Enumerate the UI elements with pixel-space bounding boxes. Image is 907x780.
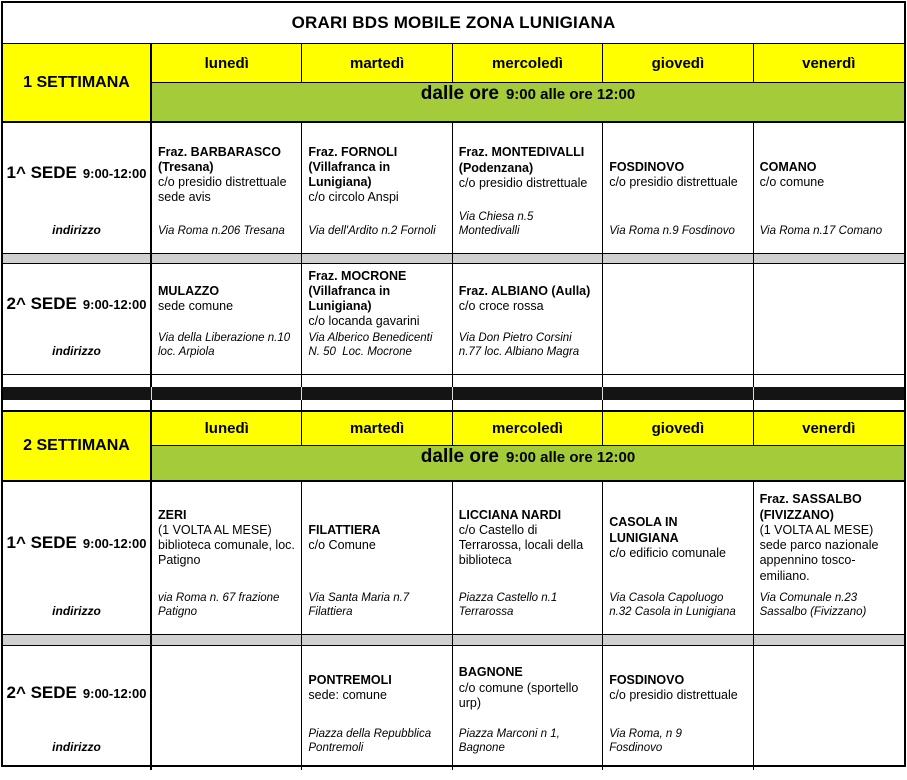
- venue-address: Via Chiesa n.5 Montedivalli: [458, 211, 537, 238]
- venue-address: Piazza della Repubblica Pontremoli: [308, 728, 435, 755]
- day-header-thursday: giovedì: [603, 412, 753, 446]
- venue-name: Fraz. FORNOLI (Villafranca in Lunigiana): [308, 144, 398, 190]
- venue-name: MULAZZO: [158, 283, 220, 298]
- schedule-cell: [453, 123, 603, 253]
- time-banner-hours: 9:00 alle ore 12:00: [505, 86, 636, 103]
- venue-address: Via Comunale n.23 Sassalbo (Fivizzano): [759, 592, 867, 619]
- indirizzo-label: indirizzo: [52, 223, 101, 237]
- day-header-tuesday: martedì: [302, 44, 452, 83]
- venue-address: Via Roma n.17 Comano: [759, 225, 883, 238]
- time-banner: [152, 83, 904, 121]
- schedule-cell: [754, 482, 904, 634]
- venue-address: [760, 360, 898, 372]
- venue-name: CASOLA IN LUNIGIANA: [609, 515, 679, 545]
- time-banner-prefix: dalle ore: [420, 83, 499, 104]
- venue-address: [760, 756, 898, 768]
- sede-cell: [3, 264, 152, 374]
- day-header-friday: venerdì: [754, 44, 904, 83]
- week1-label: 1 SETTIMANA: [3, 44, 152, 121]
- schedule-cell: [152, 264, 302, 374]
- schedule-cell: [302, 646, 452, 770]
- venue-address: Piazza Castello n.1 Terrarossa: [458, 592, 561, 619]
- venue-address: Via Roma n.206 Tresana: [158, 225, 285, 238]
- venue-detail: sede comune: [158, 299, 234, 314]
- week1-row2: [3, 264, 904, 374]
- venue-address: Via Don Pietro Corsini n.77 loc. Albiano Magra: [458, 332, 580, 359]
- day-header-wednesday: mercoledì: [453, 44, 603, 83]
- venue-name: FOSDINOVO: [609, 159, 685, 174]
- page-title: ORARI BDS MOBILE ZONA LUNIGIANA: [291, 13, 616, 32]
- separator-row: [3, 400, 904, 410]
- venue-detail: c/o Castello di Terrarossa, locali della biblioteca: [458, 522, 584, 568]
- week2-row2: [3, 646, 904, 770]
- venue-address: Via Casola Capoluogo n.32 Casola in Lunigiana: [609, 592, 736, 619]
- sede-time: 9:00-12:00: [82, 535, 147, 551]
- venue-address: via Roma n. 67 frazione Patigno: [158, 592, 283, 619]
- separator-row: [3, 253, 904, 264]
- venue-detail: c/o comune: [759, 175, 825, 190]
- sede-time: 9:00-12:00: [82, 165, 147, 181]
- day-header-monday: lunedì: [152, 44, 302, 83]
- sede-cell: [3, 482, 152, 634]
- sede-label: 1^ SEDE: [6, 163, 77, 182]
- venue-detail: c/o presidio distrettuale: [609, 175, 738, 190]
- schedule-cell: [453, 264, 603, 374]
- sede-label: 1^ SEDE: [6, 533, 77, 552]
- venue-name: Fraz. MOCRONE (Villafranca in Lunigiana): [308, 268, 407, 314]
- venue-detail: (1 VOLTA AL MESE) biblioteca comunale, loc. Patigno: [158, 522, 295, 568]
- venue-address: Via della Liberazione n.10 loc. Arpiola: [158, 332, 294, 359]
- day-header-monday: lunedì: [152, 412, 302, 446]
- venue-address: Piazza Marconi n 1, Bagnone: [458, 728, 563, 755]
- venue-name: Fraz. MONTEDIVALLI (Podenzana): [458, 145, 585, 175]
- schedule-cell: [302, 482, 452, 634]
- venue-name: Fraz. SASSALBO (FIVIZZANO): [759, 492, 862, 522]
- venue-name: PONTREMOLI: [308, 672, 392, 687]
- day-header-friday: venerdì: [754, 412, 904, 446]
- schedule-cell: [603, 264, 753, 374]
- sede-time: 9:00-12:00: [82, 685, 147, 701]
- indirizzo-label: indirizzo: [52, 604, 101, 618]
- venue-address: [609, 360, 746, 372]
- indirizzo-label: indirizzo: [52, 344, 101, 358]
- venue-name: FILATTIERA: [308, 522, 381, 537]
- separator-row: [3, 374, 904, 387]
- venue-address: Via Roma, n 9 Fosdinovo: [609, 728, 695, 755]
- venue-detail: c/o presidio distrettuale: [458, 175, 588, 190]
- venue-address: Via Alberico Benedicenti N. 50 Loc. Mocrone: [308, 332, 436, 359]
- schedule-cell: [453, 482, 603, 634]
- sede-cell: [3, 646, 152, 770]
- venue-detail: c/o edificio comunale: [609, 545, 726, 560]
- venue-detail: c/o circolo Anspi: [308, 190, 399, 205]
- day-header-thursday: giovedì: [603, 44, 753, 83]
- schedule-cell: [152, 646, 302, 770]
- venue-detail: sede: comune: [308, 688, 387, 703]
- schedule-cell: [754, 646, 904, 770]
- sede-label: 2^ SEDE: [6, 294, 77, 313]
- venue-name: ZERI: [158, 507, 187, 522]
- venue-name: Fraz. ALBIANO (Aulla): [458, 283, 591, 298]
- venue-detail: c/o presidio distrettuale sede avis: [158, 175, 287, 205]
- separator-row-black: [3, 387, 904, 400]
- venue-detail: (1 VOLTA AL MESE) sede parco nazionale appennino tosco-emiliano.: [759, 522, 879, 583]
- venue-name: COMANO: [759, 159, 817, 174]
- venue-detail: c/o Comune: [308, 538, 376, 553]
- week2-header: [3, 410, 904, 482]
- schedule-cell: [754, 123, 904, 253]
- title-row: [3, 3, 904, 43]
- sede-label: 2^ SEDE: [6, 683, 77, 702]
- week2-row1: [3, 482, 904, 634]
- venue-address: Via Santa Maria n.7 Filattiera: [308, 592, 413, 619]
- schedule-cell: [453, 646, 603, 770]
- week1-header: [3, 43, 904, 123]
- schedule-cell: [603, 646, 753, 770]
- day-header-tuesday: martedì: [302, 412, 452, 446]
- venue-detail: c/o comune (sportello urp): [458, 680, 579, 710]
- separator-row: [3, 634, 904, 646]
- time-banner-prefix: dalle ore: [420, 446, 499, 467]
- schedule-cell: [152, 123, 302, 253]
- indirizzo-label: indirizzo: [52, 740, 101, 754]
- venue-name: Fraz. BARBARASCO (Tresana): [158, 144, 281, 174]
- venue-name: LICCIANA NARDI: [458, 507, 562, 522]
- schedule-table: [1, 1, 906, 767]
- venue-detail: c/o locanda gavarini: [308, 314, 420, 329]
- schedule-cell: [302, 123, 452, 253]
- schedule-cell: [603, 123, 753, 253]
- venue-address: Via dell'Ardito n.2 Fornoli: [308, 225, 436, 238]
- time-banner: [152, 446, 904, 480]
- venue-name: FOSDINOVO: [609, 672, 685, 687]
- sede-cell: [3, 123, 152, 253]
- schedule-cell: [603, 482, 753, 634]
- schedule-cell: [152, 482, 302, 634]
- week1-row1: [3, 123, 904, 253]
- venue-address: [158, 756, 295, 768]
- day-header-wednesday: mercoledì: [453, 412, 603, 446]
- schedule-cell: [302, 264, 452, 374]
- venue-name: BAGNONE: [458, 665, 523, 680]
- sede-time: 9:00-12:00: [82, 296, 147, 312]
- venue-detail: c/o croce rossa: [458, 299, 544, 314]
- venue-address: Via Roma n.9 Fosdinovo: [609, 225, 735, 238]
- venue-detail: c/o presidio distrettuale: [609, 688, 738, 703]
- time-banner-hours: 9:00 alle ore 12:00: [505, 449, 636, 466]
- week2-label: 2 SETTIMANA: [3, 412, 152, 480]
- schedule-cell: [754, 264, 904, 374]
